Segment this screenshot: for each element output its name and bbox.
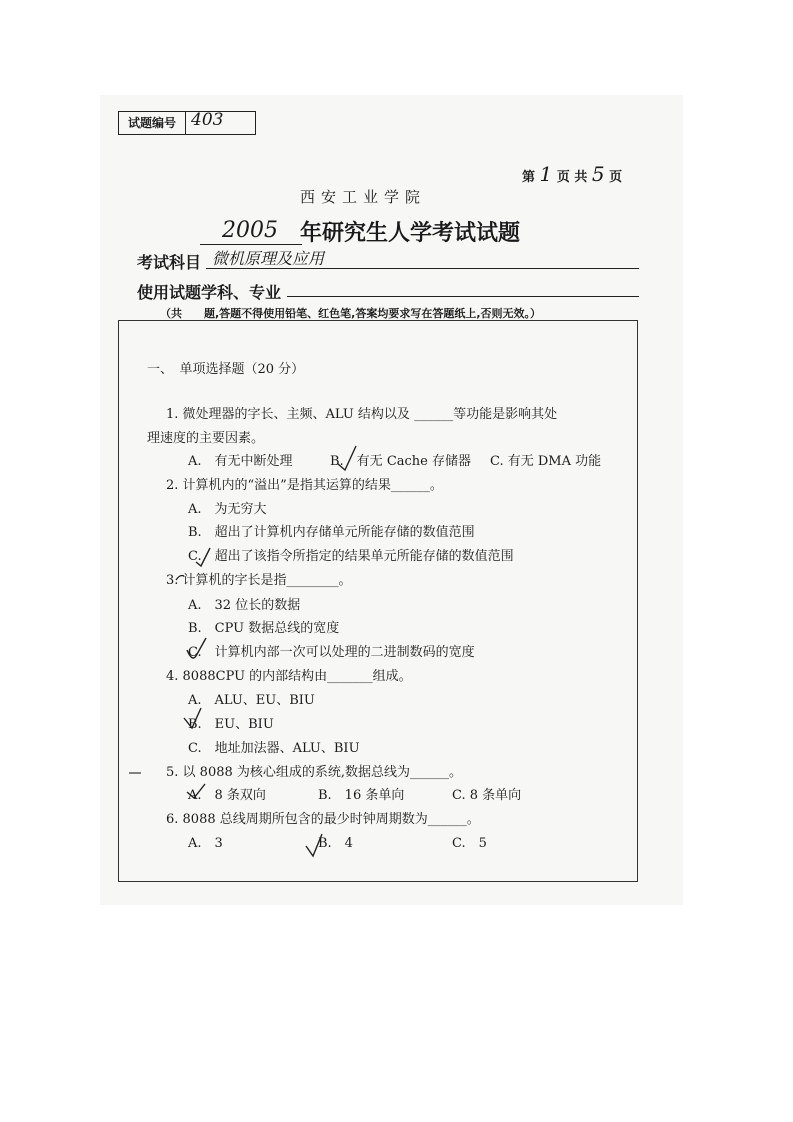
question-4-stem: 4. 8088CPU 的内部结构由_______组成。 [166, 669, 412, 684]
check-mark-q2 [196, 548, 210, 566]
question-3-option-b: B. CPU 数据总线的宽度 [188, 621, 340, 636]
question-3-option-a: A. 32 位长的数据 [188, 598, 301, 613]
section-title: 一、 单项选择题（20 分） [147, 362, 305, 377]
question-5-stem: 5. 以 8088 为核心组成的系统,数据总线为______。 [166, 765, 463, 780]
question-3-stem: 3. 计算机的字长是指________。 [166, 573, 352, 588]
page-prefix: 第 [522, 170, 536, 185]
school-name: 西安工业学院 [300, 188, 427, 206]
question-6-option-b: B. 4 [318, 836, 353, 851]
question-6-option-c: C. 5 [452, 836, 487, 851]
question-4-option-b: B. EU、BIU [188, 717, 274, 732]
question-1-option-c: C. 有无 DMA 功能 [490, 454, 602, 469]
check-mark-q4 [184, 708, 201, 728]
question-5-option-a: A. 8 条双向 [188, 788, 266, 803]
page-current: 1 [539, 162, 553, 186]
page-mid: 页 共 [556, 170, 588, 185]
check-mark-q5 [187, 784, 205, 798]
question-5-option-c: C. 8 条单向 [452, 788, 522, 803]
check-mark-q3 [176, 576, 184, 581]
question-4-option-a: A. ALU、EU、BIU [188, 693, 315, 708]
question-4-option-c: C. 地址加法器、ALU、BIU [188, 741, 360, 756]
check-mark-q1 [338, 446, 356, 470]
subject-label: 考试科目 [137, 253, 202, 272]
check-mark-q6 [306, 834, 322, 856]
exam-title: 年研究生人学考试试题 [300, 221, 521, 246]
question-1-option-b: B. 有无 Cache 存储器 [330, 454, 471, 469]
exam-instructions: （共 题,答题不得使用铅笔、红色笔,答案均要求写在答题纸上,否则无效。） [160, 307, 542, 320]
question-6-stem: 6. 8088 总线周期所包含的最少时钟周期数为______。 [166, 812, 480, 827]
subject-value: 微机原理及应用 [212, 249, 325, 268]
question-2-stem: 2. 计算机内的“溢出”是指其运算的结果______。 [166, 478, 443, 493]
question-1-option-a: A. 有无中断处理 [188, 454, 293, 469]
question-6-option-a: A. 3 [188, 836, 223, 851]
major-label: 使用试题学科、专业 [137, 283, 282, 302]
page-total: 5 [591, 162, 605, 186]
exam-code-label: 试题编号 [119, 112, 186, 134]
question-2-option-a: A. 为无穷大 [188, 502, 267, 517]
question-3-option-c: C. 计算机内部一次可以处理的二进制数码的宽度 [188, 645, 475, 660]
question-2-option-c: C. 超出了该指令所指定的结果单元所能存储的数值范围 [188, 549, 514, 564]
check-mark-q3-c [187, 638, 206, 658]
exam-year: 2005 [222, 218, 278, 243]
question-1-stem: 1. 微处理器的字长、主频、ALU 结构以及 ______等功能是影响其处 [166, 407, 558, 422]
page-suffix: 页 [609, 170, 623, 185]
exam-code-value: 403 [191, 110, 224, 130]
question-1-stem-cont: 理速度的主要因素。 [147, 431, 265, 446]
question-2-option-b: B. 超出了计算机内存储单元所能存储的数值范围 [188, 525, 475, 540]
question-5-option-b: B. 16 条单向 [318, 788, 405, 803]
